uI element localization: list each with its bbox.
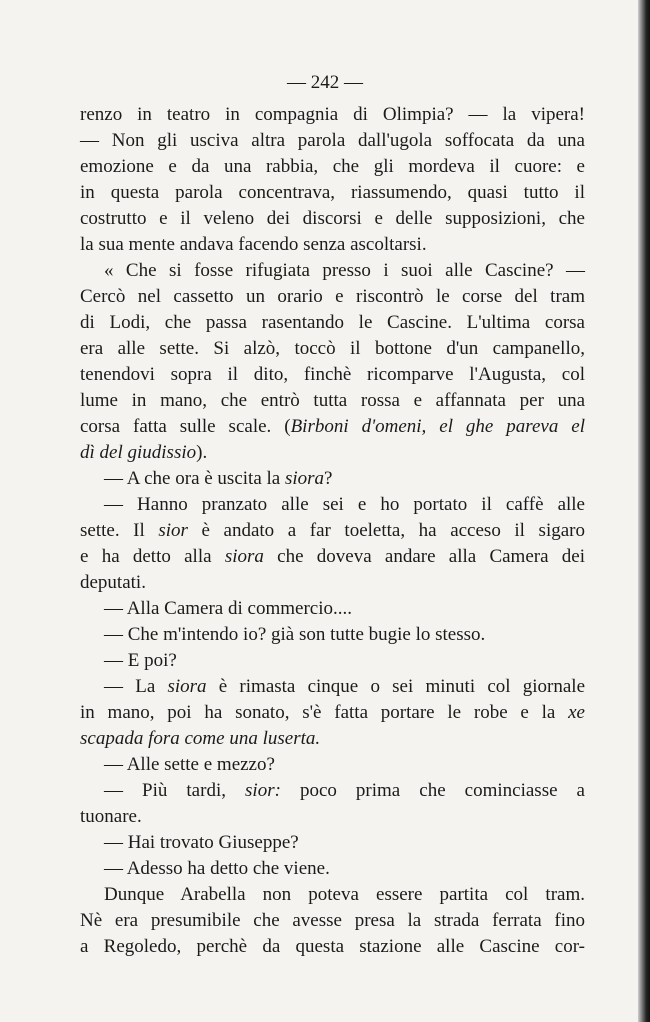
text-line (80, 804, 585, 830)
italic-text: siora (284, 468, 325, 489)
text-line (80, 752, 585, 778)
text-segment: deputati. (80, 572, 146, 593)
text-line (80, 596, 585, 622)
text-segment: la sua mente andava facendo senza ascoltarsi. (80, 234, 427, 255)
text-segment: — Non gli usciva altra parola dall'ugola soffocata da una (80, 130, 585, 151)
text-line (80, 570, 585, 596)
italic-text: siora (167, 676, 207, 697)
text-line (80, 674, 585, 700)
text-segment: — Alla Camera di commercio.... (104, 598, 352, 619)
text-segment: che doveva andare alla Camera dei (263, 546, 586, 567)
text-segment: — Hai trovato Giuseppe? (104, 832, 299, 853)
text-line (80, 700, 585, 726)
text-line (80, 310, 585, 336)
italic-text: dì del giudissio (80, 442, 197, 463)
text-segment: costrutto e il veleno dei discorsi e delle supposizioni, che (80, 208, 585, 229)
page-edge-shadow (638, 0, 650, 1022)
text-segment: e ha detto alla (80, 546, 225, 567)
text-segment: in questa parola concentrava, riassumendo, quasi tutto il (80, 182, 585, 203)
italic-text: siora (224, 546, 264, 567)
italic-text: sior (158, 520, 188, 541)
text-line (80, 830, 585, 856)
text-segment: è andato a far toeletta, ha acceso il sigaro (187, 520, 585, 541)
text-segment: — Alle sette e mezzo? (104, 754, 275, 775)
text-line (80, 180, 585, 206)
text-segment: — Adesso ha detto che viene. (104, 858, 330, 879)
text-line (80, 518, 585, 544)
text-line (80, 622, 585, 648)
text-line (80, 778, 585, 804)
text-line (80, 544, 585, 570)
text-segment: tenendovi sopra il dito, finchè ricomparve l'Augusta, col (80, 364, 585, 385)
text-line (80, 232, 585, 258)
text-segment: lume in mano, che entrò tutta rossa e affannata per una (80, 390, 585, 411)
text-segment: in mano, poi ha sonato, s'è fatta portare le robe e la (80, 702, 569, 723)
text-segment: è rimasta cinque o sei minuti col giornale (206, 676, 585, 697)
text-segment: poco prima che cominciasse a (280, 780, 585, 801)
text-line (80, 388, 585, 414)
text-segment: emozione e da una rabbia, che gli mordeva il cuore: e (80, 156, 585, 177)
text-line (80, 206, 585, 232)
text-line (80, 362, 585, 388)
italic-text: sior: (245, 780, 281, 801)
text-segment: a Regoledo, perchè da questa stazione alle Cascine cor- (80, 936, 585, 957)
text-segment: — Più tardi, (104, 780, 246, 801)
text-line (80, 856, 585, 882)
text-segment: sette. Il (80, 520, 159, 541)
text-line (80, 648, 585, 674)
text-segment: renzo in teatro in compagnia di Olimpia? — la vipera! (80, 104, 585, 125)
italic-text: Birboni d'omeni, el ghe pareva el (290, 416, 586, 437)
text-line (80, 726, 585, 752)
text-segment: — Che m'intendo io? già son tutte bugie lo stesso. (104, 624, 486, 645)
body-text (80, 102, 585, 960)
text-line (80, 336, 585, 362)
text-segment: — Hanno pranzato alle sei e ho portato il caffè alle (104, 494, 585, 515)
text-line (80, 908, 585, 934)
italic-text: xe (568, 702, 585, 723)
text-line (80, 882, 585, 908)
text-segment: Nè era presumibile che avesse presa la strada ferrata fino (80, 910, 585, 931)
page-number: — 242 — (287, 72, 363, 93)
text-segment: — La (104, 676, 168, 697)
text-line (80, 492, 585, 518)
text-line (80, 414, 585, 440)
text-segment: « Che si fosse rifugiata presso i suoi alle Cascine? — (104, 260, 585, 281)
text-line (80, 934, 585, 960)
text-line (80, 284, 585, 310)
text-segment: corsa fatta sulle scale. ( (80, 416, 291, 437)
text-line (80, 258, 585, 284)
text-segment: — E poi? (104, 650, 177, 671)
text-line (80, 154, 585, 180)
text-line (80, 102, 585, 128)
text-segment: era alle sette. Si alzò, toccò il bottone d'un campanello, (80, 338, 585, 359)
text-segment: Cercò nel cassetto un orario e riscontrò le corse del tram (80, 286, 585, 307)
text-segment: Dunque Arabella non poteva essere partita col tram. (104, 884, 585, 905)
italic-text: scapada fora come una luserta. (80, 728, 321, 749)
text-segment: ). (196, 442, 208, 463)
text-segment: ? (324, 468, 333, 489)
text-line (80, 128, 585, 154)
text-line (80, 466, 585, 492)
text-line (80, 440, 585, 466)
text-segment: di Lodi, che passa rasentando le Cascine. L'ultima corsa (80, 312, 585, 333)
text-segment: tuonare. (80, 806, 142, 827)
text-segment: — A che ora è uscita la (104, 468, 285, 489)
